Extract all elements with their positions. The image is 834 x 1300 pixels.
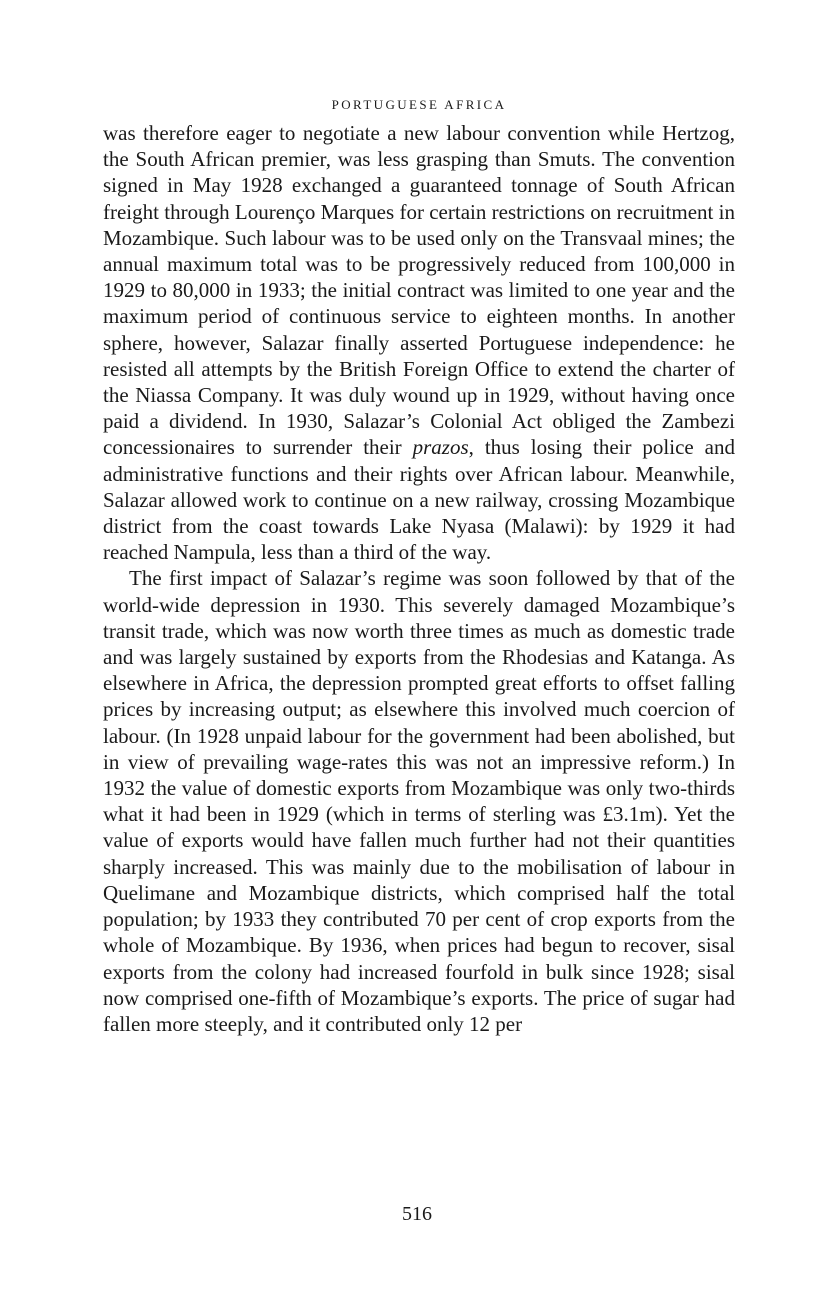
paragraph-1-text-start: was therefore eager to negotiate a new labour convention while Hertzog, the South African premier, was less grasping than Smuts. The convention signed in May 1928 exchanged a guaranteed tonnage of South African freight through Lourenço Marques for certain restrictions on recruitment in Mozambique. Such labour was to be used only on the Transvaal mines; the annual maximum total was to be progressively reduced from 100,000 in 1929 to 80,000 in 1933; the initial contract was limited to one year and the maximum period of continuous service to eighteen months. In another sphere, however, Salazar finally asserted Portuguese independence: he resisted all attempts by the British Foreign Office to extend the charter of the Niassa Company. It was duly wound up in 1929, without having once paid a dividend. In 1930, Salazar’s Colonial Act obliged the Zambezi concessionaires to surrender their [103, 121, 735, 460]
running-head: PORTUGUESE AFRICA [331, 97, 507, 112]
page-body [103, 92, 735, 1037]
paragraph-2: The first impact of Salazar’s regime was soon followed by that of the world-wide depression in 1930. This severely damaged Mozambique’s transit trade, which was now worth three times as much as domestic trade and was largely sustained by exports from the Rhodesias and Katanga. As elsewhere in Africa, the depression prompted great efforts to offset falling prices by increasing output; as elsewhere this involved much coercion of labour. (In 1928 unpaid labour for the government had been abolished, but in view of prevailing wage-rates this was not an impressive reform.) In 1932 the value of domestic exports from Mozambique was only two-thirds what it had been in 1929 (which in terms of sterling was £3.1m). Yet the value of exports would have fallen much further had not their quantities sharply increased. This was mainly due to the mobilisation of labour in Quelimane and Mozambique districts, which comprised half the total population; by 1933 they contributed 70 per cent of crop exports from the whole of Mozambique. By 1936, when prices had begun to recover, sisal exports from the colony had increased fourfold in bulk since 1928; sisal now comprised one-fifth of Mozambique’s exports. The price of sugar had fallen more steeply, and it contributed only 12 per [103, 566, 735, 1036]
page-number: 516 [402, 1203, 432, 1225]
paragraph-1 [103, 120, 735, 565]
paragraph-1-italic-term: prazos [412, 435, 469, 460]
paragraph-1-text-end: , thus losing their police and administrative functions and their rights over African labour. Meanwhile, Salazar allowed work to continue on a new railway, crossing Mozambique district from the coast towards Lake Nyasa (Malawi): by 1929 it had reached Nampula, less than a third of the way. [103, 435, 735, 565]
